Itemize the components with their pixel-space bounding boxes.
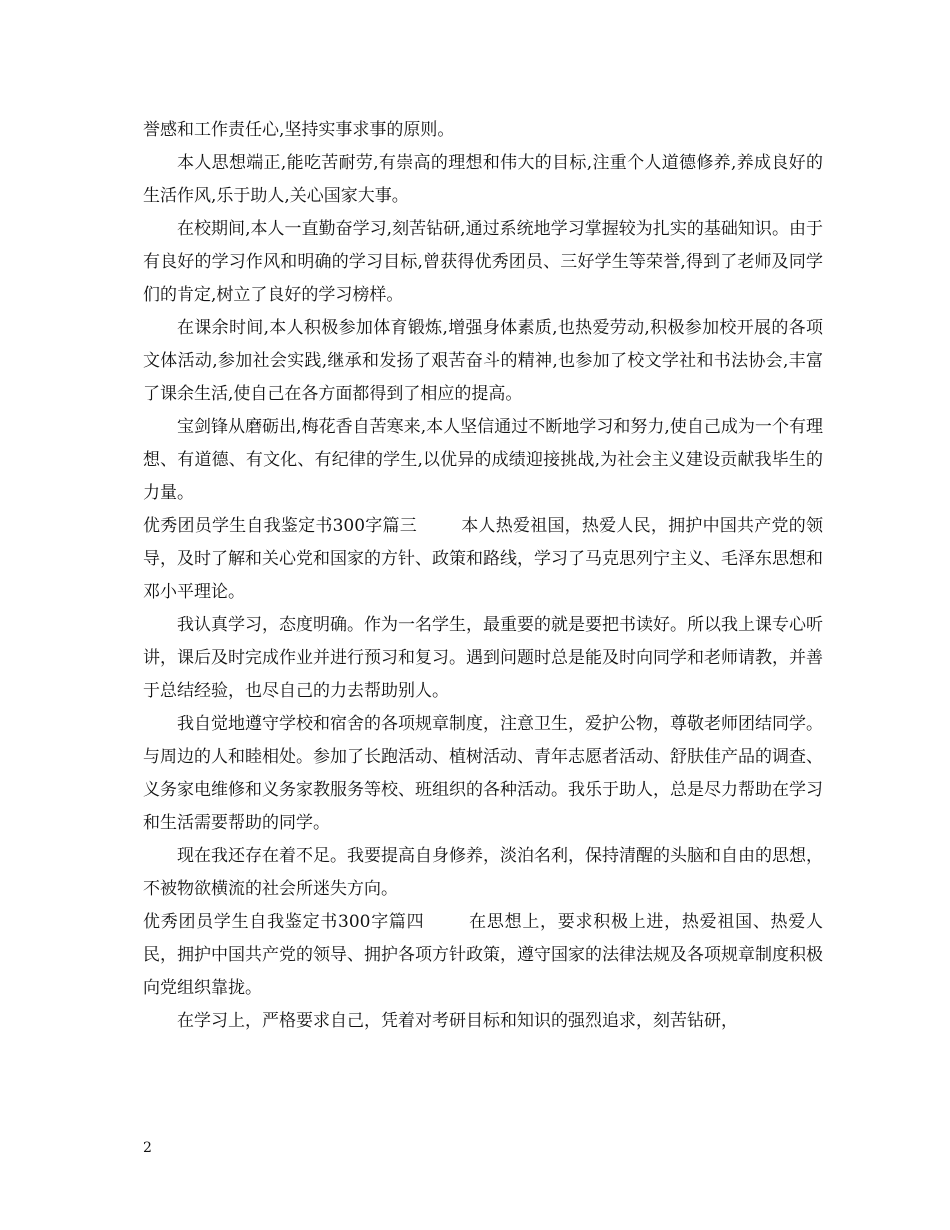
section3-block — [143, 510, 823, 609]
section4-lead: 在思想上，要求积极上进，热爱祖国、热爱人民，拥护中国共产党的领导、拥护各项方针政策，遵守国家的法律法规及各项规章制度积极向党组织靠拢。 — [143, 912, 824, 998]
paragraph-study: 在校期间,本人一直勤奋学习,刻苦钻研,通过系统地学习掌握较为扎实的基础知识。由于有良好的学习作风和明确的学习目标,曾获得优秀团员、三好学生等荣誉,得到了老师及同学们的肯定,树立了良好的学习榜样。 — [143, 219, 823, 305]
document-body — [143, 114, 823, 1038]
section3-lead: 本人热爱祖国，热爱人民，拥护中国共产党的领导，及时了解和关心党和国家的方针、政策和路线，学习了马克思列宁主义、毛泽东思想和邓小平理论。 — [143, 516, 824, 602]
section4-paragraph-study: 在学习上，严格要求自己，凭着对考研目标和知识的强烈追求，刻苦钻研， — [177, 1011, 738, 1031]
paragraph-thought: 本人思想端正,能吃苦耐劳,有崇高的理想和伟大的目标,注重个人道德修养,养成良好的生活作风,乐于助人,关心国家大事。 — [143, 153, 823, 206]
page-number: 2 — [143, 1140, 152, 1156]
paragraph-extracurricular: 在课余时间,本人积极参加体育锻炼,增强身体素质,也热爱劳动,积极参加校开展的各项文体活动,参加社会实践,继承和发扬了艰苦奋斗的精神,也参加了校文学社和书法协会,丰富了课余生活,使自己在各方面都得到了相应的提高。 — [143, 318, 823, 404]
section3-title: 优秀团员学生自我鉴定书300字篇三 — [143, 516, 418, 536]
section4-block — [143, 906, 823, 1005]
section3-paragraph-study: 我认真学习，态度明确。作为一名学生，最重要的就是要把书读好。所以我上课专心听讲，课后及时完成作业并进行预习和复习。遇到问题时总是能及时向同学和老师请教，并善于总结经验，也尽自己的力去帮助别人。 — [143, 615, 823, 701]
section3-paragraph-shortcomings: 现在我还存在着不足。我要提高自身修养，淡泊名利，保持清醒的头脑和自由的思想，不被物欲横流的社会所迷失方向。 — [143, 846, 823, 899]
section3-paragraph-conduct: 我自觉地遵守学校和宿舍的各项规章制度，注意卫生，爱护公物，尊敬老师团结同学。与周边的人和睦相处。参加了长跑活动、植树活动、青年志愿者活动、舒肤佳产品的调查、义务家电维修和义务家教服务等校、班组织的各种活动。我乐于助人，总是尽力帮助在学习和生活需要帮助的同学。 — [143, 714, 823, 833]
paragraph-conclusion: 宝剑锋从磨砺出,梅花香自苦寒来,本人坚信通过不断地学习和努力,使自己成为一个有理想、有道德、有文化、有纪律的学生,以优异的成绩迎接挑战,为社会主义建设贡献我毕生的力量。 — [143, 417, 823, 503]
paragraph-continued: 誉感和工作责任心,坚持实事求事的原则。 — [143, 120, 455, 140]
section4-title: 优秀团员学生自我鉴定书300字篇四 — [143, 912, 425, 932]
